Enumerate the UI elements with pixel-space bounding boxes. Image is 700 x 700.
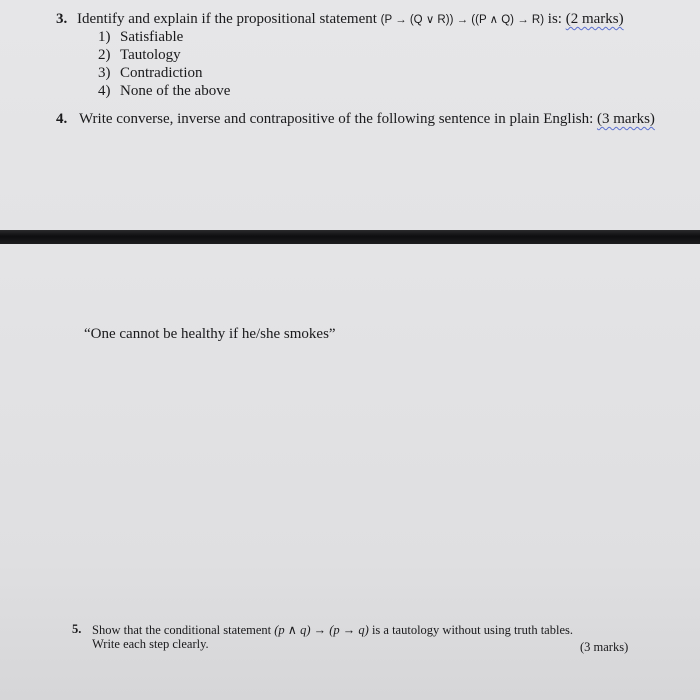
question-3-number: 3. bbox=[56, 11, 68, 27]
question-4-number: 4. bbox=[56, 111, 68, 127]
option-contradiction bbox=[98, 65, 203, 82]
option-number: 4) bbox=[98, 83, 111, 99]
question-3-marks: (2 marks) bbox=[565, 11, 624, 27]
question-5-formula: (p ∧ q) → (p → q) bbox=[274, 623, 369, 637]
question-4-marks: (3 marks) bbox=[597, 111, 655, 127]
question-5-marks: (3 marks) bbox=[580, 640, 629, 654]
question-3-suffix: is: bbox=[547, 11, 562, 27]
question-5-line-1-start: Show that the conditional statement bbox=[92, 623, 272, 637]
option-none-of-the-above bbox=[98, 83, 230, 100]
option-number: 2) bbox=[98, 47, 111, 63]
option-label: Contradiction bbox=[120, 65, 203, 81]
question-5-line-1 bbox=[92, 622, 573, 638]
option-label: Tautology bbox=[120, 47, 181, 63]
page-divider bbox=[0, 230, 700, 244]
option-label: Satisfiable bbox=[120, 29, 184, 45]
option-tautology bbox=[98, 47, 181, 64]
question-4-quote: “One cannot be healthy if he/she smokes” bbox=[84, 326, 336, 342]
option-label: None of the above bbox=[120, 83, 231, 99]
option-satisfiable bbox=[98, 29, 183, 46]
question-3-intro: Identify and explain if the propositional statement bbox=[77, 11, 377, 27]
option-number: 1) bbox=[98, 29, 111, 45]
question-3-text bbox=[77, 11, 624, 28]
question-5-line-1-end: is a tautology without using truth tables. bbox=[371, 623, 573, 637]
question-3-formula: (P → (Q ∨ R)) → ((P ∧ Q) → R) bbox=[380, 14, 545, 26]
option-number: 3) bbox=[98, 65, 111, 81]
question-5-number: 5. bbox=[72, 622, 82, 636]
question-4-text bbox=[79, 111, 655, 128]
question-5-line-2: Write each step clearly. bbox=[92, 637, 209, 651]
question-4-instruction: Write converse, inverse and contrapositive of the following sentence in plain English: bbox=[79, 111, 594, 127]
